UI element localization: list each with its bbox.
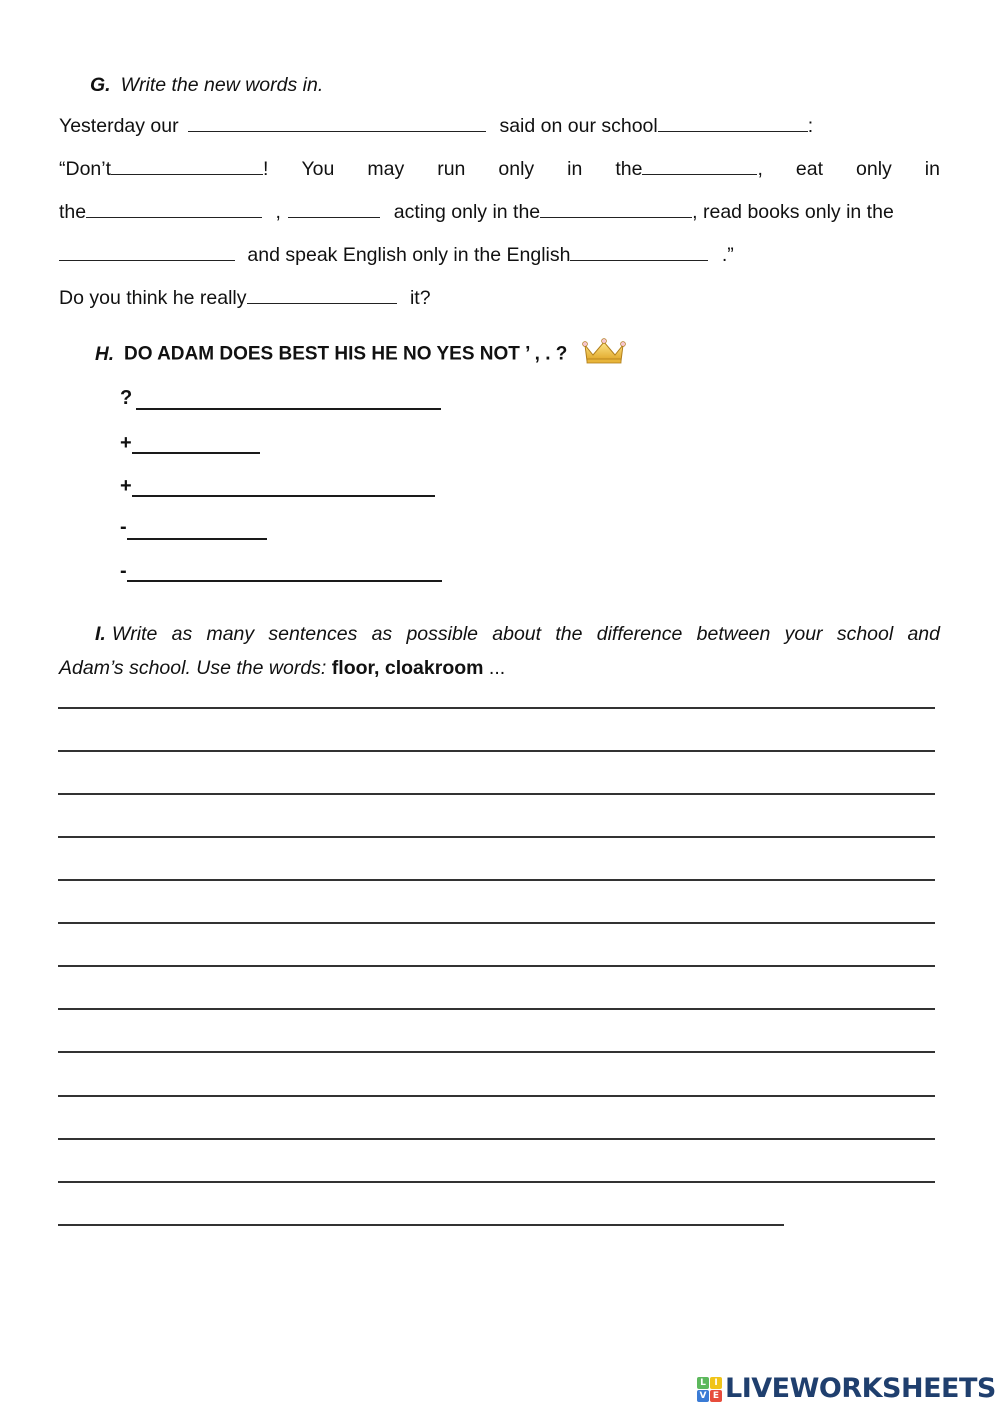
text-fragment: , xyxy=(757,158,763,180)
writing-line-5[interactable] xyxy=(58,879,935,881)
section-h-label: H. xyxy=(95,343,114,365)
g-sentence-4 xyxy=(59,242,734,267)
text-fragment: the xyxy=(615,158,643,180)
text-fragment: in xyxy=(924,158,940,180)
text-fragment: in xyxy=(567,158,583,180)
section-g-heading xyxy=(90,73,323,97)
blank-input-3[interactable] xyxy=(111,156,263,175)
answer-line-5[interactable] xyxy=(127,580,442,582)
blank-input-8[interactable] xyxy=(59,242,235,261)
answer-line-2[interactable] xyxy=(132,452,260,454)
writing-line-9[interactable] xyxy=(58,1051,935,1053)
blank-input-4[interactable] xyxy=(642,156,757,175)
text-fragment: You xyxy=(301,158,335,180)
text-fragment: : xyxy=(807,115,814,137)
text-fragment: only xyxy=(856,158,892,180)
text-fragment: said on our school xyxy=(499,115,658,137)
text-fragment: ... xyxy=(488,657,506,679)
row-symbol-minus: - xyxy=(120,560,127,582)
blank-input-1[interactable] xyxy=(188,113,486,132)
blank-input-6[interactable] xyxy=(288,199,380,218)
section-h-heading xyxy=(95,337,627,372)
keyword-list: floor, cloakroom xyxy=(331,657,484,679)
logo-icon xyxy=(697,1377,722,1402)
g-sentence-3 xyxy=(59,199,894,224)
text-fragment: , read books only in the xyxy=(692,201,894,223)
g-sentence-5 xyxy=(59,285,431,310)
section-i-instruction-text: Write as many sentences as possible about the difference between your school and xyxy=(111,623,940,645)
blank-input-7[interactable] xyxy=(540,199,692,218)
section-g-instruction: Write the new words in. xyxy=(120,74,324,96)
blank-input-2[interactable] xyxy=(658,113,808,132)
blank-input-9[interactable] xyxy=(570,242,708,261)
answer-line-1[interactable] xyxy=(136,408,441,410)
writing-line-2[interactable] xyxy=(58,750,935,752)
text-fragment: may xyxy=(367,158,405,180)
logo-letter: E xyxy=(710,1390,722,1402)
text-fragment: the xyxy=(59,201,87,223)
writing-line-6[interactable] xyxy=(58,922,935,924)
writing-line-13[interactable] xyxy=(58,1224,784,1226)
text-fragment: Adam’s school. Use the words: xyxy=(59,657,327,679)
g-sentence-2 xyxy=(59,156,940,181)
text-fragment: and speak English only in the English xyxy=(247,244,571,266)
section-i-instruction-line-1 xyxy=(59,622,940,646)
section-g-label: G. xyxy=(90,74,111,96)
blank-input-10[interactable] xyxy=(247,285,397,304)
writing-line-11[interactable] xyxy=(58,1138,935,1140)
text-fragment: only xyxy=(498,158,535,180)
answer-line-3[interactable] xyxy=(132,495,435,497)
text-fragment: ! xyxy=(263,158,269,180)
writing-line-12[interactable] xyxy=(58,1181,935,1183)
logo-letter: V xyxy=(697,1390,709,1402)
crown-icon xyxy=(581,337,627,372)
writing-line-3[interactable] xyxy=(58,793,935,795)
logo-letter: L xyxy=(697,1377,709,1389)
text-fragment: “Don’t xyxy=(59,158,112,180)
text-fragment: run xyxy=(437,158,466,180)
row-symbol-minus: - xyxy=(120,516,127,538)
writing-line-7[interactable] xyxy=(58,965,935,967)
text-fragment: .” xyxy=(721,244,734,266)
blank-input-5[interactable] xyxy=(86,199,262,218)
logo-text: LIVEWORKSHEETS xyxy=(725,1373,996,1404)
section-h-words: DO ADAM DOES BEST HIS HE NO YES NOT ’ , . ? xyxy=(124,343,568,365)
row-symbol-plus: + xyxy=(120,432,132,454)
text-fragment: Do you think he really xyxy=(59,287,247,309)
g-sentence-1 xyxy=(59,113,813,138)
text-fragment: acting only in the xyxy=(393,201,541,223)
row-symbol-plus: + xyxy=(120,475,132,497)
liveworksheets-logo xyxy=(697,1374,996,1404)
writing-line-1[interactable] xyxy=(58,707,935,709)
section-i-instruction-line-2 xyxy=(59,656,505,680)
writing-line-4[interactable] xyxy=(58,836,935,838)
answer-line-4[interactable] xyxy=(127,538,267,540)
section-i-label: I. xyxy=(95,623,106,645)
writing-line-10[interactable] xyxy=(58,1095,935,1097)
writing-line-8[interactable] xyxy=(58,1008,935,1010)
text-fragment: it? xyxy=(409,287,431,309)
row-symbol-question: ? xyxy=(120,387,133,409)
text-fragment: , xyxy=(275,201,281,223)
text-fragment: eat xyxy=(795,158,823,180)
logo-letter: I xyxy=(710,1377,722,1389)
text-fragment: Yesterday our xyxy=(59,115,179,137)
